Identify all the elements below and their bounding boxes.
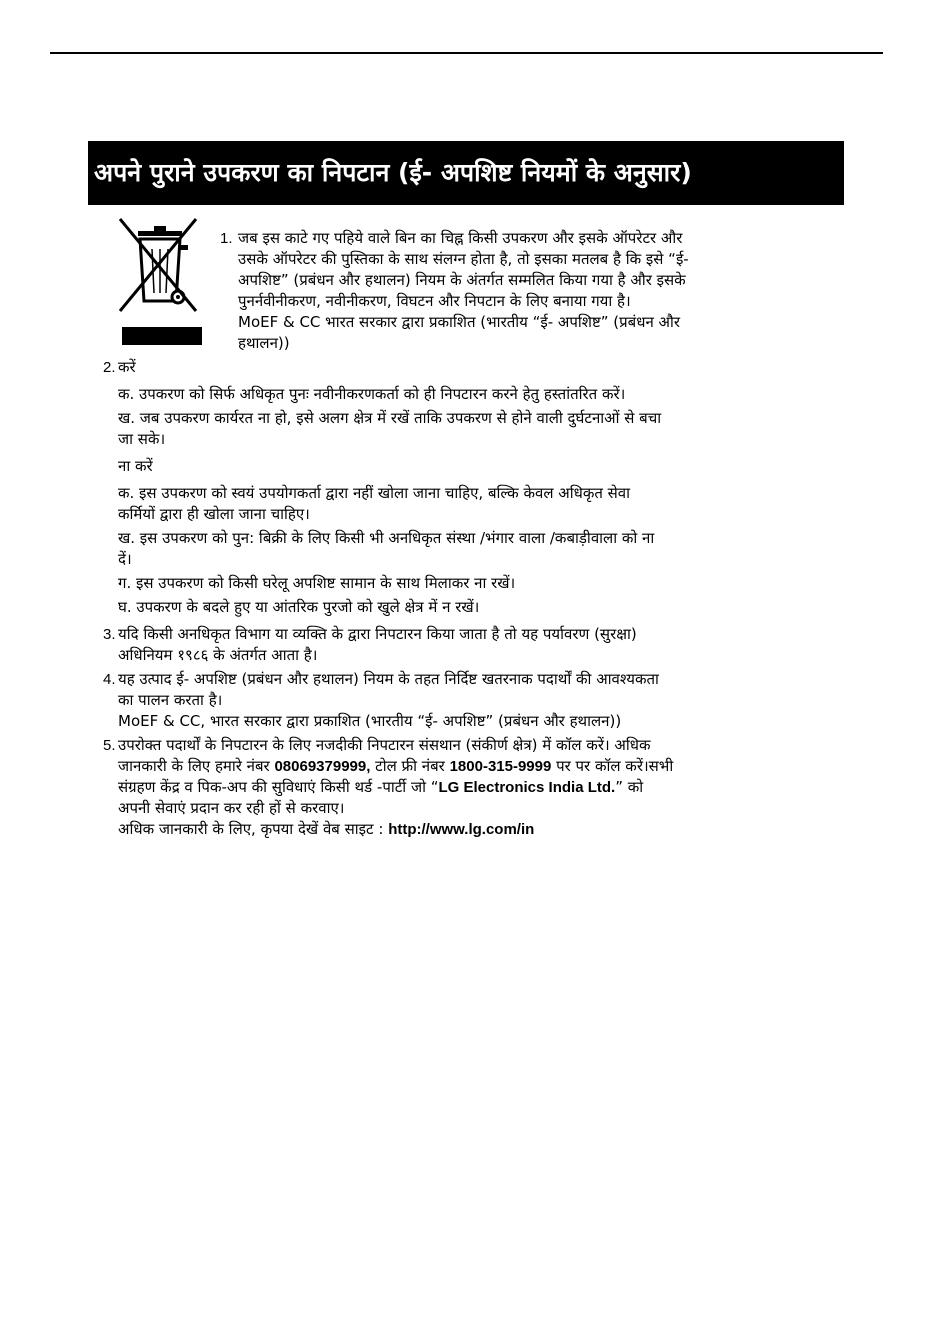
item-3-line-1: यदि किसी अनधिकृत विभाग या व्यक्ति के द्वारा निपटारन किया जाता है तो यह पर्यावरण (सुरक्षा) bbox=[118, 625, 637, 643]
company-name: LG Electronics India Ltd. bbox=[438, 779, 616, 796]
item-5-line-2-text-c: पर पर कॉल करें।सभी bbox=[551, 757, 674, 775]
crossed-out-wheelie-bin-icon bbox=[108, 215, 208, 347]
item-5-number: 5. bbox=[103, 737, 116, 754]
item-5-line-5 bbox=[118, 819, 534, 840]
item-1-line-4: पुनर्नवीनीकरण, नवीनीकरण, विघटन और निपटान के लिए बनाया गया है। bbox=[238, 292, 631, 310]
item-5-line-3-text-a: संग्रहण केंद्र व पिक-अप की सुविधाएं किसी थर्ड -पार्टी जो “ bbox=[118, 778, 439, 796]
item-4-line-2: का पालन करता है। bbox=[118, 691, 223, 709]
item-5-line-1: उपरोक्त पदार्थों के निपटारन के लिए नजदीकी निपटारन संसथान (संकीर्ण क्षेत्र) में कॉल करें। अधिक bbox=[118, 736, 651, 754]
item-1-line-6: हथालन)) bbox=[238, 334, 290, 352]
item-3-line-2: अधिनियम १९८६ के अंतर्गत आता है। bbox=[118, 646, 318, 664]
do-item-b-line-2: जा सके। bbox=[118, 430, 166, 448]
toll-free-number: 1800-315-9999 bbox=[449, 758, 552, 775]
item-1-line-5: MoEF & CC भारत सरकार द्वारा प्रकाशित (भारतीय “ई- अपशिष्ट” (प्रबंधन और bbox=[238, 313, 681, 331]
dont-item-b-line-1: ख. इस उपकरण को पुन: बिक्री के लिए किसी भी अनधिकृत संस्था /भंगार वाला /कबाड़ीवाला को ना bbox=[118, 529, 655, 547]
website-link[interactable]: http://www.lg.com/in bbox=[388, 821, 535, 838]
item-5-line-3-text-b: ” को bbox=[615, 778, 644, 796]
dont-item-c: ग. इस उपकरण को किसी घरेलू अपशिष्ट सामान के साथ मिलाकर ना रखें। bbox=[118, 574, 516, 592]
item-1-line-2: उसके ऑपरेटर की पुस्तिका के साथ संलग्न होता है, तो इसका मतलब है कि इसे “ई- bbox=[238, 250, 689, 268]
item-1-line-1: जब इस काटे गए पहिये वाले बिन का चिह्न किसी उपकरण और इसके ऑपरेटर और bbox=[238, 229, 683, 247]
do-item-a: क. उपकरण को सिर्फ अधिकृत पुनः नवीनीकरणकर्ता को ही निपटारन करने हेतु हस्तांतरित करें। bbox=[118, 385, 626, 403]
item-3-number: 3. bbox=[103, 626, 116, 643]
do-item-b-line-1: ख. जब उपकरण कार्यरत ना हो, इसे अलग क्षेत्र में रखें ताकि उपकरण से होने वाली दुर्घटनाओं से बचा bbox=[118, 409, 662, 427]
item-5-line-4: अपनी सेवाएं प्रदान कर रही हों से करवाए। bbox=[118, 799, 345, 817]
top-rule bbox=[50, 52, 883, 54]
dont-item-a-line-1: क. इस उपकरण को स्वयं उपयोगकर्ता द्वारा नहीं खोला जाना चाहिए, बल्कि केवल अधिकृत सेवा bbox=[118, 484, 631, 502]
dont-item-b-line-2: दें। bbox=[118, 550, 132, 568]
item-5-line-2 bbox=[118, 756, 673, 777]
item-5-line-2-text-a: जानकारी के लिए हमारे नंबर bbox=[118, 757, 275, 775]
item-4-line-3: MoEF & CC, भारत सरकार द्वारा प्रकाशित (भारतीय “ई- अपशिष्ट” (प्रबंधन और हथालन)) bbox=[118, 712, 622, 730]
item-2-number: 2. bbox=[103, 359, 116, 376]
item-5-line-5-text: अधिक जानकारी के लिए, कृपया देखें वेब साइट : bbox=[118, 820, 389, 838]
item-1-number: 1. bbox=[220, 230, 233, 247]
item-5-line-2-text-b: टोल फ्री नंबर bbox=[370, 757, 450, 775]
item-1-line-3: अपशिष्ट” (प्रबंधन और हथालन) नियम के अंतर्गत सम्मलित किया गया है और इसके bbox=[238, 271, 686, 289]
dont-item-a-line-2: कर्मियों द्वारा ही खोला जाना चाहिए। bbox=[118, 505, 310, 523]
item-4-line-1: यह उत्पाद ई- अपशिष्ट (प्रबंधन और हथालन) नियम के तहत निर्दिष्ट खतरनाक पदार्थों की आवश्यकता bbox=[118, 670, 659, 688]
item-4-number: 4. bbox=[103, 671, 116, 688]
page-title-banner bbox=[88, 141, 844, 205]
dont-heading: ना करें bbox=[118, 457, 153, 475]
item-5-line-3 bbox=[118, 777, 643, 798]
page-title: अपने पुराने उपकरण का निपटान (ई- अपशिष्ट नियमों के अनुसार) bbox=[94, 158, 692, 187]
contact-number: 08069379999, bbox=[274, 758, 371, 775]
do-heading: करें bbox=[118, 358, 136, 376]
dont-item-d: घ. उपकरण के बदले हुए या आंतरिक पुरजो को खुले क्षेत्र में न रखें। bbox=[118, 598, 480, 616]
